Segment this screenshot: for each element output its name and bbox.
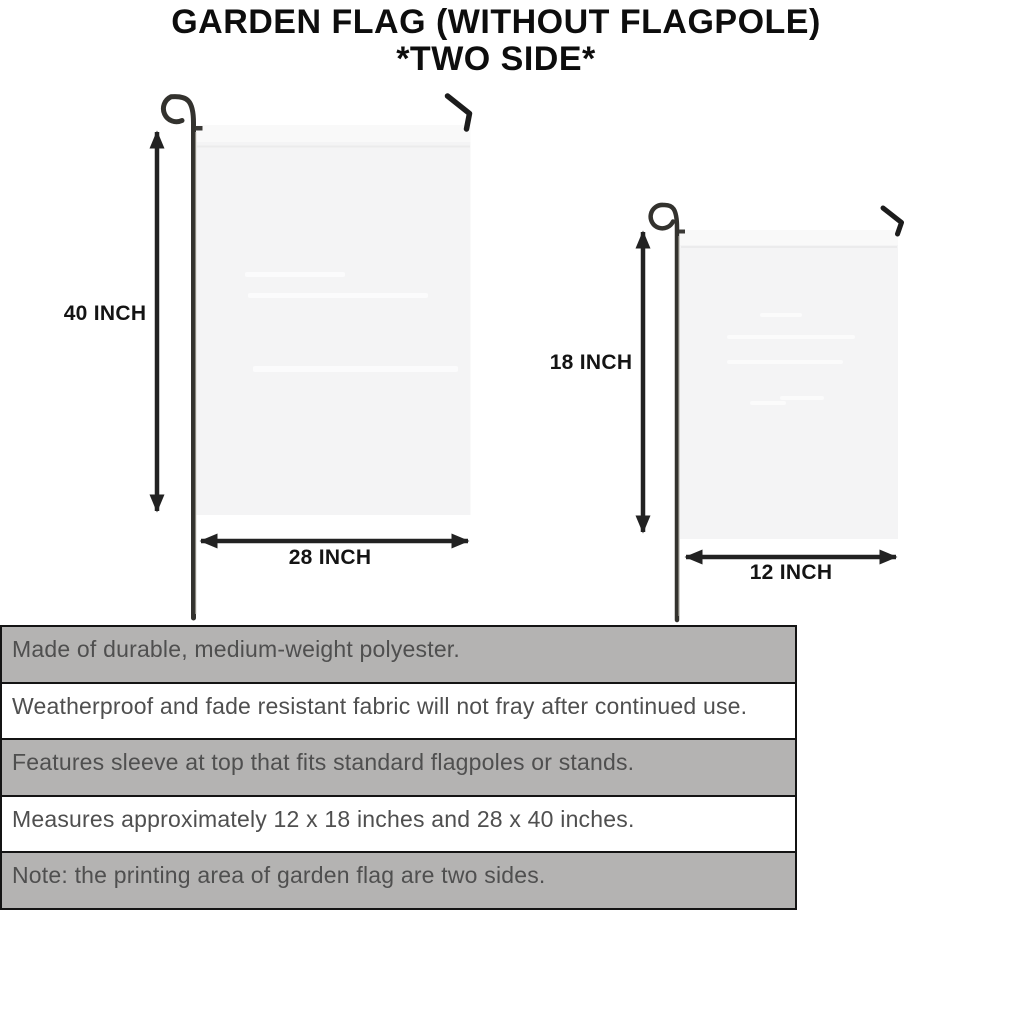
small-flagpole-icon	[651, 205, 677, 620]
feature-row-weatherproof: Weatherproof and fade resistant fabric will not fray after continued use.	[0, 682, 797, 741]
large-flag-sleeve	[197, 125, 471, 142]
small-flagpole-clip	[679, 230, 685, 234]
small-flag-width-label: 12 INCH	[749, 561, 833, 584]
feature-row-sleeve: Features sleeve at top that fits standard flagpoles or stands.	[0, 738, 797, 797]
large-flag-group	[157, 96, 471, 618]
large-flag-width-label: 28 INCH	[288, 546, 372, 569]
feature-row-note: Note: the printing area of garden flag are two sides.	[0, 851, 797, 910]
large-flagpole-clip	[196, 126, 203, 131]
small-flag-height-label: 18 INCH	[549, 351, 633, 374]
large-flag-hook-icon	[448, 96, 470, 129]
title-line-1: GARDEN FLAG (WITHOUT FLAGPOLE)	[171, 3, 821, 41]
features-table	[0, 625, 797, 910]
large-flag-height-label: 40 INCH	[63, 302, 147, 325]
small-flag-fabric	[680, 230, 898, 539]
small-flag-group	[643, 205, 902, 620]
large-flag-fabric	[197, 125, 471, 515]
title-line-2: *TWO SIDE*	[396, 40, 596, 78]
feature-row-material: Made of durable, medium-weight polyester.	[0, 625, 797, 684]
small-flag-sleeve	[680, 230, 898, 245]
feature-row-measurements: Measures approximately 12 x 18 inches and 28 x 40 inches.	[0, 795, 797, 854]
large-flagpole-icon	[163, 97, 193, 618]
